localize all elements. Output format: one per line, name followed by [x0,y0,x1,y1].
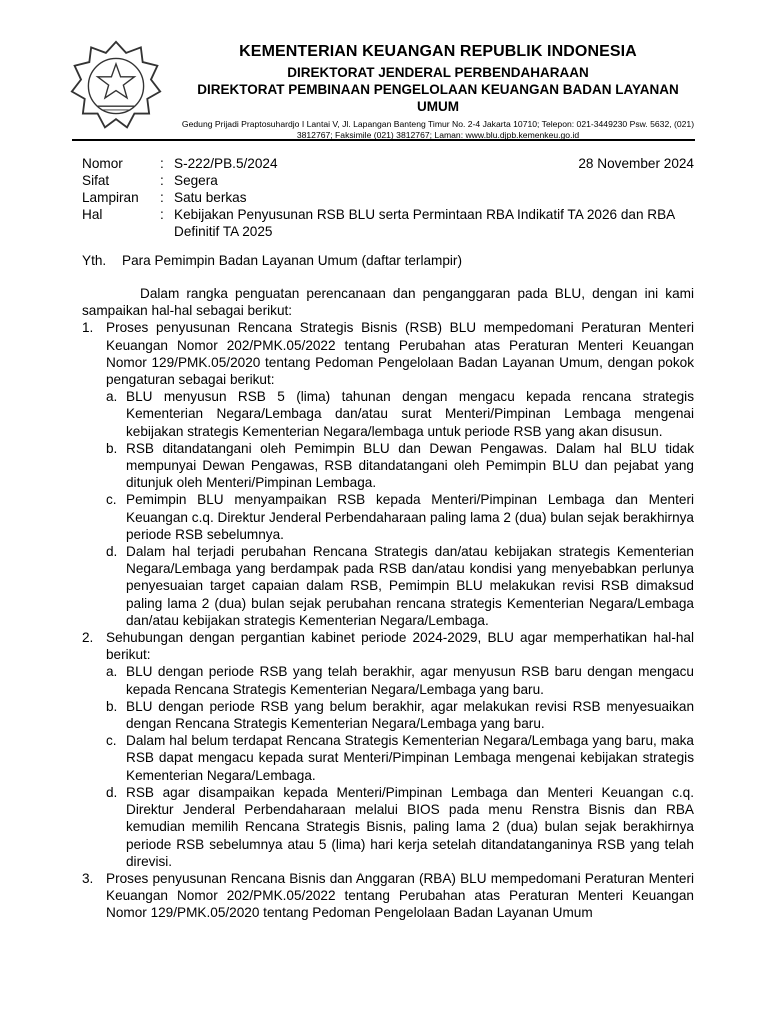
meta-colon: : [160,190,164,205]
sub-item [106,491,694,543]
sub-item-letter: d. [106,544,118,560]
item-text: Sehubungan dengan pergantian kabinet periode 2024-2029, BLU agar memperhatikan hal-hal berikut: [106,630,694,663]
letter-date: 28 November 2024 [578,156,694,171]
sub-item-text: Pemimpin BLU menyampaikan RSB kepada Menteri/Pimpinan Lembaga dan Menteri Keuangan c.q. Direktur Jenderal Perbendaharaan paling lama 2 (dua) bulan sejak berakhirnya periode RSB sebelumnya. [126,492,694,542]
recipient-key: Yth. [82,253,107,268]
sub-item-letter: b. [106,698,118,714]
item-text: Proses penyusunan Rencana Strategis Bisnis (RSB) BLU mempedomani Peraturan Menteri Keuangan Nomor 202/PMK.05/2022 tentang Perubahan atas Peraturan Menteri Keuangan Nomor 129/PMK.05/2020 tentang Pedoman Pengelolaan Badan Layanan Umum, dengan pokok pengaturan sebagai berikut: [106,320,694,388]
ministry-emblem-icon [70,40,162,132]
item-number: 3. [82,870,94,886]
meta-value: Kebijakan Penyusunan RSB BLU serta Permintaan RBA Indikatif TA 2026 dan RBA Definitif TA 2025 [174,207,675,239]
letterhead-divider [72,139,695,141]
meta-colon: : [160,156,164,171]
sub-item-letter: b. [106,440,118,456]
intro-paragraph: Dalam rangka penguatan perencanaan dan penganggaran pada BLU, dengan ini kami sampaikan hal-hal sebagai berikut: [82,286,694,319]
meta-row-sifat [82,172,694,189]
sub-item [106,388,694,440]
meta-key: Sifat [82,173,110,188]
sub-item-letter: d. [106,784,118,800]
sub-item-text: BLU dengan periode RSB yang telah berakhir, agar menyusun RSB baru dengan mengacu kepada Rencana Strategis Kementerian Negara/Lembaga yang baru. [126,664,694,697]
meta-value: Segera [174,173,218,188]
directorate-general-name: DIREKTORAT JENDERAL PERBENDAHARAAN [287,65,589,80]
sub-item [106,663,694,697]
sub-item-text: Dalam hal terjadi perubahan Rencana Strategis dan/atau kebijakan strategis Kementerian Negara/Lembaga yang berdampak pada RSB dan/atau kondisi yang menyebabkan perlunya penyesuaian target capaian dalam RSB, Pemimpin BLU melakukan revisi RSB dimaksud paling lama 2 (dua) bulan sejak perubahan rencana strategis Kementerian Negara/Lembaga dan/atau kebijakan strategis Kementerian Negara/Lembaga. [126,544,694,628]
recipient-value: Para Pemimpin Badan Layanan Umum (daftar terlampir) [122,253,462,268]
directorate-name: DIREKTORAT PEMBINAAN PENGELOLAAN KEUANGAN BADAN LAYANAN UMUM [197,82,679,114]
item-text: Proses penyusunan Rencana Bisnis dan Anggaran (RBA) BLU mempedomani Peraturan Menteri Keuangan Nomor 202/PMK.05/2022 tentang Perubahan atas Peraturan Menteri Keuangan Nomor 129/PMK.05/2020 tentang Pedoman Pengelolaan Badan Layanan Umum [106,870,694,921]
item-number: 1. [82,320,94,336]
sub-item-text: Dalam hal belum terdapat Rencana Strategis Kementerian Negara/Lembaga yang baru, maka RSB dapat mengacu kepada surat Menteri/Pimpinan Lembaga mengenai kebijakan strategis Kementerian Negara/Lembaga. [126,733,694,783]
meta-key: Hal [82,207,103,222]
list-item [82,319,694,388]
sub-item-letter: c. [106,733,117,749]
sub-item [106,440,694,492]
sub-item [106,543,694,629]
sub-item [106,698,694,732]
sub-item-text: RSB agar disampaikan kepada Menteri/Pimpinan Lembaga dan Menteri Keuangan c.q. Direktur Jenderal Perbendaharaan melalui BIOS pada menu Renstra Bisnis dan RBA kemudian memilih Rencana Strategis Bisnis, paling lama 2 (dua) bulan sejak berakhirnya periode RSB sebelumnya atau 5 (lima) hari kerja setelah ditandatanganinya RSB yang telah direvisi. [126,784,694,869]
list-item [82,870,694,922]
sub-item-text: BLU menyusun RSB 5 (lima) tahunan dengan mengacu kepada rencana strategis Kementerian Negara/Lembaga dan/atau surat Menteri/Pimpinan Lembaga mengenai kebijakan strategis Kementerian Negara/lembaga untuk periode RSB yang akan disusun. [126,389,694,439]
meta-key: Nomor [82,156,123,171]
letterhead [0,0,768,140]
ministry-name: KEMENTERIAN KEUANGAN REPUBLIK INDONESIA [239,43,637,60]
meta-row-hal [82,206,694,240]
sub-item [106,732,694,784]
office-address: Gedung Prijadi Praptosuhardjo I Lantai V, Jl. Lapangan Banteng Timur No. 2-4 Jakarta 10710; Telepon: 021-3449230 Psw. 5632, (021) 3812767; Faksimile (021) 3812767; Laman: www.blu.djpb.kemenkeu.go.id [181,119,695,140]
sub-item-letter: a. [106,664,118,680]
letterhead-text [168,42,708,141]
sub-item [106,784,694,870]
sub-item-text: BLU dengan periode RSB yang belum berakhir, agar melakukan revisi RSB menyesuaikan dengan Rencana Strategis Kementerian Negara/Lembaga yang baru. [126,698,694,732]
meta-key: Lampiran [82,190,139,205]
meta-colon: : [160,207,164,222]
letter-body [82,285,694,922]
sub-item-text: RSB ditandatangani oleh Pemimpin BLU dan Dewan Pengawas. Dalam hal BLU tidak mempunyai Dewan Pengawas, RSB ditandatangani oleh Pemimpin BLU dan pejabat yang ditunjuk oleh Menteri/Pimpinan Lembaga. [126,440,694,491]
recipient-line [82,252,462,269]
meta-value: Satu berkas [174,190,247,205]
letter-metadata [82,155,694,240]
sub-item-letter: a. [106,389,118,405]
meta-value: S-222/PB.5/2024 [174,156,278,171]
item-number: 2. [82,630,94,646]
sub-item-letter: c. [106,492,117,508]
meta-row-lampiran [82,189,694,206]
meta-colon: : [160,173,164,188]
list-item [82,629,694,663]
